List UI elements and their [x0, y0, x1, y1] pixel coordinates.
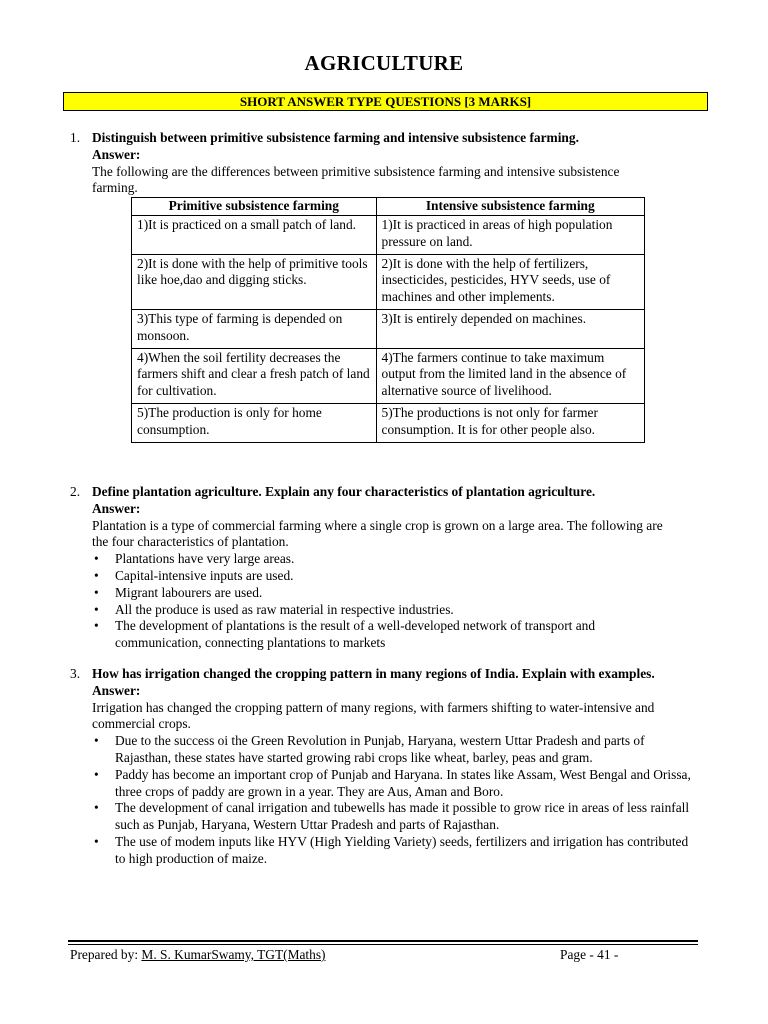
list-item: • Due to the success oi the Green Revolution in Punjab, Haryana, western Uttar Pradesh and parts of Rajasthan, these states have started growing rabi crops like wheat, barley, peas and gram.	[92, 733, 692, 767]
list-item: • Plantations have very large areas.	[92, 551, 672, 568]
page-number: Page - 41 -	[560, 947, 619, 962]
table-cell: 1)It is practiced on a small patch of land.	[132, 215, 377, 254]
list-item: • Capital-intensive inputs are used.	[92, 568, 672, 585]
answer-intro: The following are the differences between primitive subsistence farming and intensive subsistence farming.	[92, 163, 620, 196]
list-item: • Paddy has become an important crop of Punjab and Haryana. In states like Assam, West Bengal and Orissa, three crops of paddy are grown in a year. They are Aus, Aman and Boro.	[92, 767, 692, 801]
question-text: Distinguish between primitive subsistence farming and intensive subsistence farming.	[92, 130, 579, 145]
table-cell: 3)This type of farming is depended on monsoon.	[132, 309, 377, 348]
table-row	[132, 215, 645, 254]
table-row	[132, 403, 645, 442]
footer-divider	[68, 940, 698, 942]
footer-divider	[68, 944, 698, 945]
page-footer	[70, 947, 700, 964]
question-number: 2.	[70, 484, 81, 499]
answer-label: Answer:	[92, 500, 141, 516]
list-item: • The use of modem inputs like HYV (High Yielding Variety) seeds, fertilizers and irrigation has contributed to high production of maize.	[92, 834, 692, 868]
prepared-by-label: Prepared by:	[70, 947, 142, 962]
answer-label: Answer:	[92, 682, 141, 698]
question-3	[70, 666, 710, 868]
author-name: M. S. KumarSwamy, TGT(Maths)	[141, 947, 326, 962]
list-item: • The development of plantations is the result of a well-developed network of transport and communication, connecting plantations to markets	[92, 618, 672, 652]
bullet-list	[92, 551, 672, 652]
answer-intro: Plantation is a type of commercial farming where a single crop is grown on a large area. The following are the four characteristics of plantation.	[92, 517, 663, 550]
question-text: How has irrigation changed the cropping pattern in many regions of India. Explain with examples.	[92, 666, 655, 681]
question-number: 3.	[70, 666, 81, 681]
section-banner: SHORT ANSWER TYPE QUESTIONS [3 MARKS]	[63, 92, 708, 111]
table-cell: 4)The farmers continue to take maximum output from the limited land in the absence of alternative source of livelihood.	[376, 348, 644, 403]
answer-intro: Irrigation has changed the cropping pattern of many regions, with farmers shifting to water-intensive and commercial crops.	[92, 699, 655, 732]
question-number: 1.	[70, 130, 81, 145]
bullet-list	[92, 733, 692, 867]
list-item: • The development of canal irrigation and tubewells has made it possible to grow rice in areas of less rainfall such as Punjab, Haryana, Western Uttar Pradesh and parts of Rajasthan.	[92, 800, 692, 834]
table-cell: 2)It is done with the help of primitive tools like hoe,dao and digging sticks.	[132, 254, 377, 309]
table-row	[132, 348, 645, 403]
comparison-table	[131, 197, 645, 442]
question-text: Define plantation agriculture. Explain any four characteristics of plantation agriculture.	[92, 484, 596, 499]
table-header: Intensive subsistence farming	[376, 198, 644, 216]
table-cell: 2)It is done with the help of fertilizers, insecticides, pesticides, HYV seeds, use of machines and other implements.	[376, 254, 644, 309]
table-row	[132, 309, 645, 348]
table-cell: 3)It is entirely depended on machines.	[376, 309, 644, 348]
list-item: • Migrant labourers are used.	[92, 585, 672, 602]
table-cell: 4)When the soil fertility decreases the farmers shift and clear a fresh patch of land for cultivation.	[132, 348, 377, 403]
table-cell: 5)The production is only for home consumption.	[132, 403, 377, 442]
list-item: • All the produce is used as raw material in respective industries.	[92, 602, 672, 619]
table-row	[132, 254, 645, 309]
question-2	[70, 484, 710, 652]
table-header-row	[132, 198, 645, 216]
table-cell: 1)It is practiced in areas of high population pressure on land.	[376, 215, 644, 254]
page-title: AGRICULTURE	[304, 51, 464, 75]
table-header: Primitive subsistence farming	[132, 198, 377, 216]
answer-label: Answer:	[92, 146, 141, 162]
table-cell: 5)The productions is not only for farmer consumption. It is for other people also.	[376, 403, 644, 442]
question-1	[70, 130, 710, 443]
